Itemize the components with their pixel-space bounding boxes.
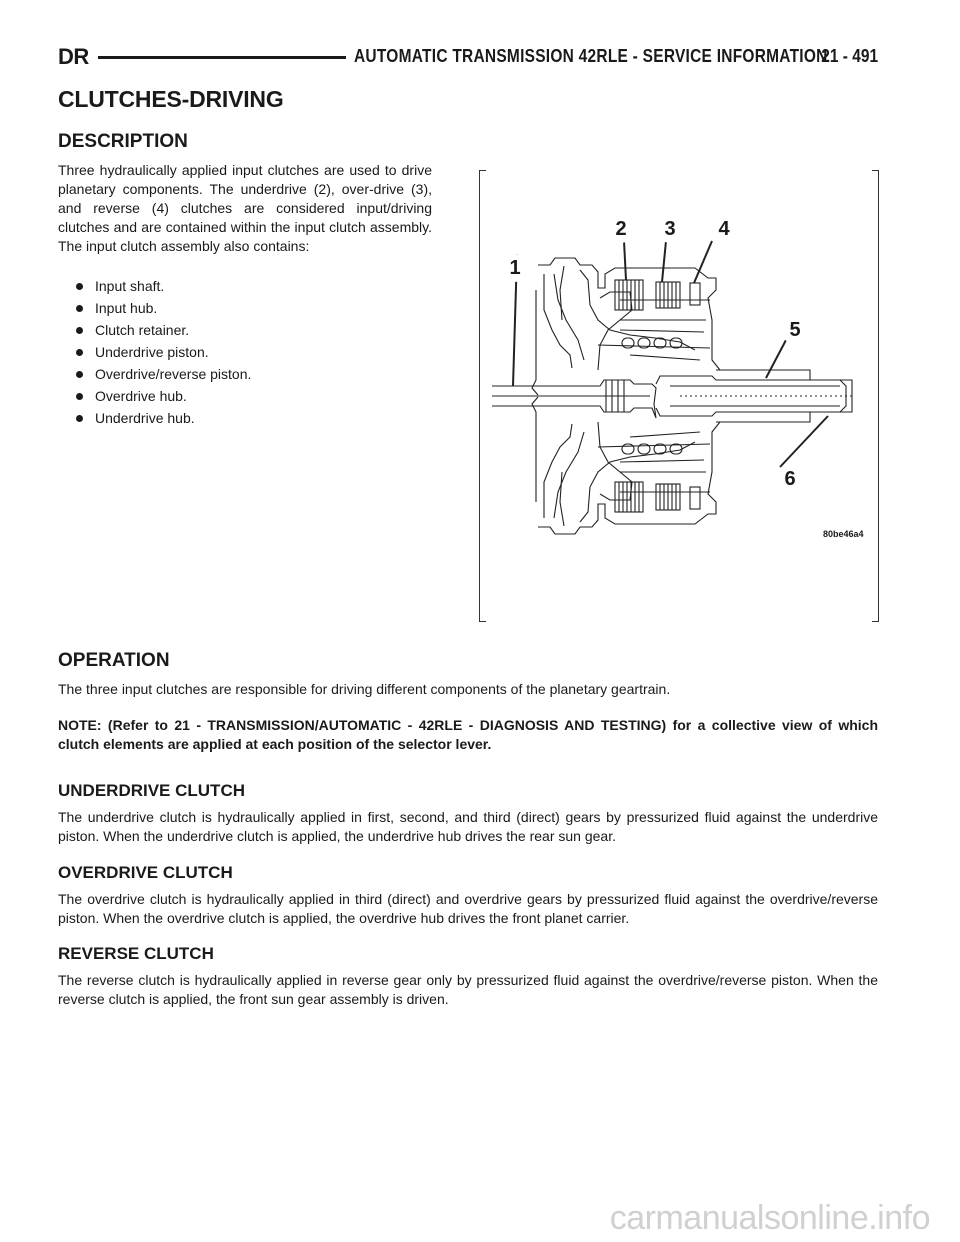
clutch-assembly-figure [479,170,879,622]
bullet-icon [76,283,83,290]
operation-note: NOTE: (Refer to 21 - TRANSMISSION/AUTOMATIC - 42RLE - DIAGNOSIS AND TESTING) for a collective view of which clutch elements are applied at each position of the selector lever. [58,717,878,752]
list-item: Underdrive hub. [76,407,251,429]
header-title: AUTOMATIC TRANSMISSION 42RLE - SERVICE INFORMATION [354,46,828,66]
operation-text: The three input clutches are responsible for driving different components of the planetary geartrain. [58,681,671,697]
callout-2: 2 [607,215,635,243]
page-header [58,44,878,74]
callout-6: 6 [776,465,804,493]
figure-code: 80be46a4 [823,529,864,539]
list-item: Clutch retainer. [76,319,251,341]
overdrive-text: The overdrive clutch is hydraulically applied in third (direct) and overdrive gears by pressurized fluid against the overdrive/reverse piston. When the overdrive clutch is applied, the overdrive hub drives the front planet carrier. [58,891,878,926]
bullet-icon [76,415,83,422]
underdrive-text: The underdrive clutch is hydraulically applied in first, second, and third (direct) gears by pressurized fluid against the underdrive piston. When the underdrive clutch is applied, the underdrive hub drives the rear sun gear. [58,809,878,844]
callout-3: 3 [656,215,684,243]
callout-5: 5 [781,316,809,344]
underdrive-heading: UNDERDRIVE CLUTCH [58,781,245,800]
bullet-icon [76,305,83,312]
header-page-number: 21 - 491 [821,46,878,66]
bullet-icon [76,393,83,400]
watermark: carmanualsonline.info [609,1199,930,1237]
list-item: Overdrive/reverse piston. [76,363,251,385]
bullet-icon [76,371,83,378]
operation-heading: OPERATION [58,650,170,671]
callout-1: 1 [501,254,529,282]
header-section-code: DR [58,44,89,69]
reverse-heading: REVERSE CLUTCH [58,944,214,963]
page-title: CLUTCHES-DRIVING [58,86,284,112]
description-heading: DESCRIPTION [58,131,188,152]
overdrive-heading: OVERDRIVE CLUTCH [58,863,233,882]
bullet-icon [76,349,83,356]
callout-4: 4 [710,215,738,243]
list-item: Input shaft. [76,275,251,297]
list-item: Overdrive hub. [76,385,251,407]
list-item: Input hub. [76,297,251,319]
reverse-text: The reverse clutch is hydraulically applied in reverse gear only by pressurized fluid against the overdrive/reverse piston. When the reverse clutch is applied, the front sun gear assembly is driven. [58,972,878,1007]
bullet-icon [76,327,83,334]
component-list [76,275,251,429]
description-text: Three hydraulically applied input clutches are used to drive planetary components. The underdrive (2), over-drive (3), and reverse (4) clutches are considered input/driving clutches and are contained within the input clutch assembly. The input clutch assembly also contains: [58,162,432,254]
list-item: Underdrive piston. [76,341,251,363]
header-rule [98,56,346,59]
